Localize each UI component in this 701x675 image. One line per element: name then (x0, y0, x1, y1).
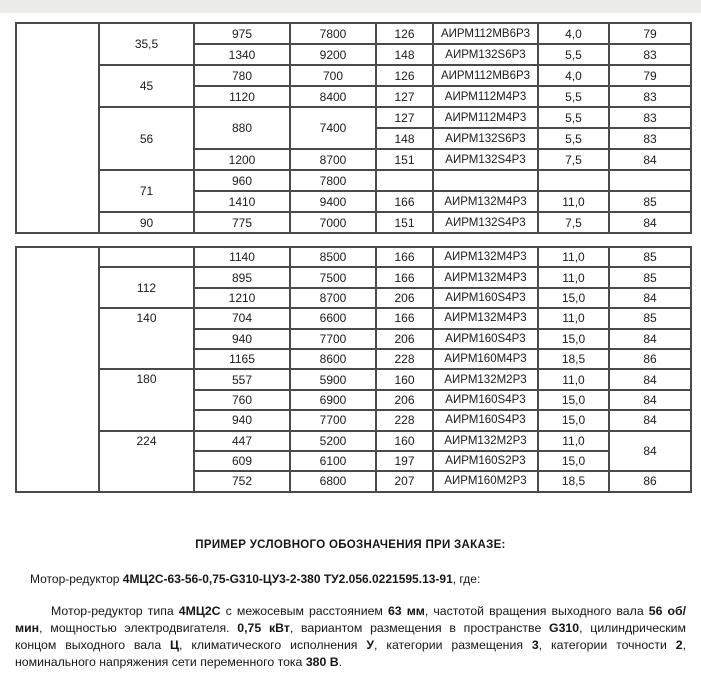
table-cell: 15,0 (538, 329, 609, 349)
table-cell: 86 (609, 349, 691, 369)
gear-ratio-spec-table-upper (15, 22, 692, 234)
table-cell: АИРМ132S4Р3 (433, 149, 538, 170)
text-segment: 4МЦ2С (178, 604, 221, 618)
table-cell: 206 (376, 288, 433, 308)
table-cell: 84 (609, 431, 691, 472)
table-cell: 90 (99, 212, 194, 233)
table-body (16, 23, 691, 233)
table-row (16, 369, 691, 389)
table-cell: АИРМ132М4Р3 (433, 191, 538, 212)
table-cell: 160 (376, 369, 433, 389)
table-cell: 84 (609, 329, 691, 349)
text-segment: , категории точности (538, 638, 676, 652)
table-cell: 228 (376, 349, 433, 369)
text-segment: с межосевым расстоянием (220, 604, 388, 618)
table-cell: 228 (376, 410, 433, 430)
table-cell: 1140 (194, 247, 290, 267)
text-segment: 56 об/мин (15, 604, 687, 635)
table-cell: 8500 (290, 247, 376, 267)
table-cell: АИРМ112МВ6Р3 (433, 23, 538, 44)
table-cell: 447 (194, 431, 290, 451)
table-cell: 85 (609, 308, 691, 328)
table-cell: 166 (376, 191, 433, 212)
table-cell: 5,5 (538, 86, 609, 107)
table-cell: АИРМ132М4Р3 (433, 308, 538, 328)
table-cell: 84 (609, 288, 691, 308)
table-cell (376, 170, 433, 191)
table-cell: АИРМ132М4Р3 (433, 247, 538, 267)
table-cell: 148 (376, 44, 433, 65)
table-cell: 6600 (290, 308, 376, 328)
table-cell: 1340 (194, 44, 290, 65)
table-cell: АИРМ160S4Р3 (433, 390, 538, 410)
table-cell: 35,5 (99, 23, 194, 65)
table-cell: АИРМ132М2Р3 (433, 369, 538, 389)
table-cell: 760 (194, 390, 290, 410)
table-cell: 752 (194, 471, 290, 491)
text-segment: У (366, 638, 375, 652)
table-row (16, 212, 691, 233)
text-segment: , номинального напряжения сети переменного тока (15, 638, 686, 669)
table-cell: 84 (609, 390, 691, 410)
table-cell: АИРМ112М4Р3 (433, 86, 538, 107)
table-cell: 11,0 (538, 431, 609, 451)
scan-artifact-band (0, 0, 701, 13)
table-cell: 148 (376, 128, 433, 149)
table-cell: 8700 (290, 288, 376, 308)
table-cell: 5,5 (538, 107, 609, 128)
text-segment: , цилиндрическим концом выходного вала (15, 621, 687, 652)
table-cell: 11,0 (538, 247, 609, 267)
table-cell: 151 (376, 149, 433, 170)
table-cell: 700 (290, 65, 376, 86)
table-cell: 207 (376, 471, 433, 491)
text-segment: , климатического исполнения (179, 638, 367, 652)
table-cell: 7800 (290, 170, 376, 191)
table-cell: АИРМ160S2Р3 (433, 451, 538, 471)
table-cell: 83 (609, 128, 691, 149)
table-cell: 1210 (194, 288, 290, 308)
table-cell: 71 (99, 170, 194, 212)
table-body (16, 247, 691, 492)
table-row (16, 107, 691, 128)
table-cell: 7800 (290, 23, 376, 44)
table-cell: 126 (376, 65, 433, 86)
table-cell: 83 (609, 86, 691, 107)
table-cell: 975 (194, 23, 290, 44)
text-segment: Мотор-редуктор типа (51, 604, 179, 618)
table-cell: АИРМ132S4Р3 (433, 212, 538, 233)
text-segment: 380 В (305, 655, 339, 669)
table-cell (99, 247, 194, 267)
table-row (16, 23, 691, 44)
table-row (16, 65, 691, 86)
table-cell: 11,0 (538, 308, 609, 328)
text-segment: 4МЦ2С-63-56-0,75-G310-ЦУ3-2-380 ТУ2.056.0221595.13-91 (122, 572, 453, 586)
text-segment: , частотой вращения выходного вала (424, 604, 649, 618)
table-cell: 704 (194, 308, 290, 328)
table-cell: 79 (609, 23, 691, 44)
text-segment: , где: (452, 572, 481, 586)
table-cell: 18,5 (538, 471, 609, 491)
table-cell (609, 170, 691, 191)
table-cell: АИРМ160S4Р3 (433, 410, 538, 430)
text-segment: 3 (531, 638, 539, 652)
table-cell: 4,0 (538, 23, 609, 44)
left-empty-cell (16, 23, 99, 233)
table-cell: 11,0 (538, 369, 609, 389)
table-row (16, 170, 691, 191)
table-cell: 7000 (290, 212, 376, 233)
table-cell: 15,0 (538, 451, 609, 471)
table-cell: АИРМ112МВ6Р3 (433, 65, 538, 86)
text-segment: 0,75 кВт (237, 621, 290, 635)
table-cell: 15,0 (538, 390, 609, 410)
table-cell: 197 (376, 451, 433, 471)
table-cell: 960 (194, 170, 290, 191)
text-segment: , вариантом размещения в пространстве (289, 621, 550, 635)
example-order-title: ПРИМЕР УСЛОВНОГО ОБОЗНАЧЕНИЯ ПРИ ЗАКАЗЕ: (195, 539, 506, 551)
table-cell: 126 (376, 23, 433, 44)
table-cell: 9200 (290, 44, 376, 65)
table-cell: 84 (609, 410, 691, 430)
table-cell: 85 (609, 191, 691, 212)
table-cell: 83 (609, 107, 691, 128)
table-cell: АИРМ160М2Р3 (433, 471, 538, 491)
table-cell: 557 (194, 369, 290, 389)
text-segment: 63 мм (387, 604, 425, 618)
table-cell: 15,0 (538, 410, 609, 430)
table-cell: 609 (194, 451, 290, 471)
table-cell: 140 (99, 308, 194, 369)
table-cell: 6800 (290, 471, 376, 491)
table-cell: 1200 (194, 149, 290, 170)
table-cell: 160 (376, 431, 433, 451)
table-cell: 112 (99, 267, 194, 308)
text-segment: G310 (549, 621, 580, 635)
table-cell: 7700 (290, 329, 376, 349)
table-cell: 1120 (194, 86, 290, 107)
table-cell: 15,0 (538, 288, 609, 308)
table-cell: 166 (376, 267, 433, 287)
table-cell: АИРМ160S4Р3 (433, 329, 538, 349)
table-cell: 127 (376, 107, 433, 128)
table-cell: 11,0 (538, 267, 609, 287)
text-segment: Мотор-редуктор (30, 572, 123, 586)
table-cell: 940 (194, 329, 290, 349)
table-cell: АИРМ160М4Р3 (433, 349, 538, 369)
table-cell: 5200 (290, 431, 376, 451)
table-cell: 84 (609, 369, 691, 389)
table-cell: 166 (376, 247, 433, 267)
table-cell: 1165 (194, 349, 290, 369)
table-cell: 8600 (290, 349, 376, 369)
table-cell: 11,0 (538, 191, 609, 212)
table-row (16, 308, 691, 328)
table-cell: АИРМ160S4Р3 (433, 288, 538, 308)
table-cell: 780 (194, 65, 290, 86)
table-cell: 8700 (290, 149, 376, 170)
text-segment: Ц (170, 638, 180, 652)
table-row (16, 431, 691, 451)
table-cell: 151 (376, 212, 433, 233)
table-cell: 5,5 (538, 128, 609, 149)
table-cell: 79 (609, 65, 691, 86)
gear-ratio-spec-table-lower (15, 246, 692, 493)
table-cell: 5,5 (538, 44, 609, 65)
table-cell: АИРМ132М2Р3 (433, 431, 538, 451)
table-cell: АИРМ132S6Р3 (433, 128, 538, 149)
table-cell: 7,5 (538, 149, 609, 170)
table-cell: 18,5 (538, 349, 609, 369)
table-cell: 206 (376, 390, 433, 410)
table-cell: АИРМ112М4Р3 (433, 107, 538, 128)
table-cell: 7400 (290, 107, 376, 149)
table-cell: 5900 (290, 369, 376, 389)
table-cell: 127 (376, 86, 433, 107)
table-cell: 6100 (290, 451, 376, 471)
table-cell: 86 (609, 471, 691, 491)
table-cell: 45 (99, 65, 194, 107)
table-cell: 4,0 (538, 65, 609, 86)
table-cell: 224 (99, 431, 194, 492)
designation-line (30, 572, 690, 586)
table-cell: АИРМ132S6Р3 (433, 44, 538, 65)
text-segment: , мощностью электродвигателя. (39, 621, 238, 635)
table-cell: 8400 (290, 86, 376, 107)
table-cell: 85 (609, 267, 691, 287)
table-cell (433, 170, 538, 191)
text-segment: , категории размещения (374, 638, 532, 652)
table-cell: 84 (609, 212, 691, 233)
table-cell: 9400 (290, 191, 376, 212)
table-cell: 880 (194, 107, 290, 149)
description-paragraph (15, 603, 686, 671)
table-cell: 180 (99, 369, 194, 430)
table-row (16, 267, 691, 287)
left-empty-cell (16, 247, 99, 492)
table-cell: 7500 (290, 267, 376, 287)
table-cell: 7700 (290, 410, 376, 430)
table-cell: 166 (376, 308, 433, 328)
table-cell: 940 (194, 410, 290, 430)
table-cell (538, 170, 609, 191)
table-cell: 83 (609, 44, 691, 65)
table-cell: 84 (609, 149, 691, 170)
table-row (16, 247, 691, 267)
table-cell: 1410 (194, 191, 290, 212)
table-cell: 85 (609, 247, 691, 267)
table-cell: 7,5 (538, 212, 609, 233)
table-cell: 6900 (290, 390, 376, 410)
table-cell: 775 (194, 212, 290, 233)
text-segment: . (338, 655, 343, 669)
table-cell: 895 (194, 267, 290, 287)
table-cell: 56 (99, 107, 194, 170)
table-cell: АИРМ132М4Р3 (433, 267, 538, 287)
table-cell: 206 (376, 329, 433, 349)
text-segment: 2 (675, 638, 683, 652)
